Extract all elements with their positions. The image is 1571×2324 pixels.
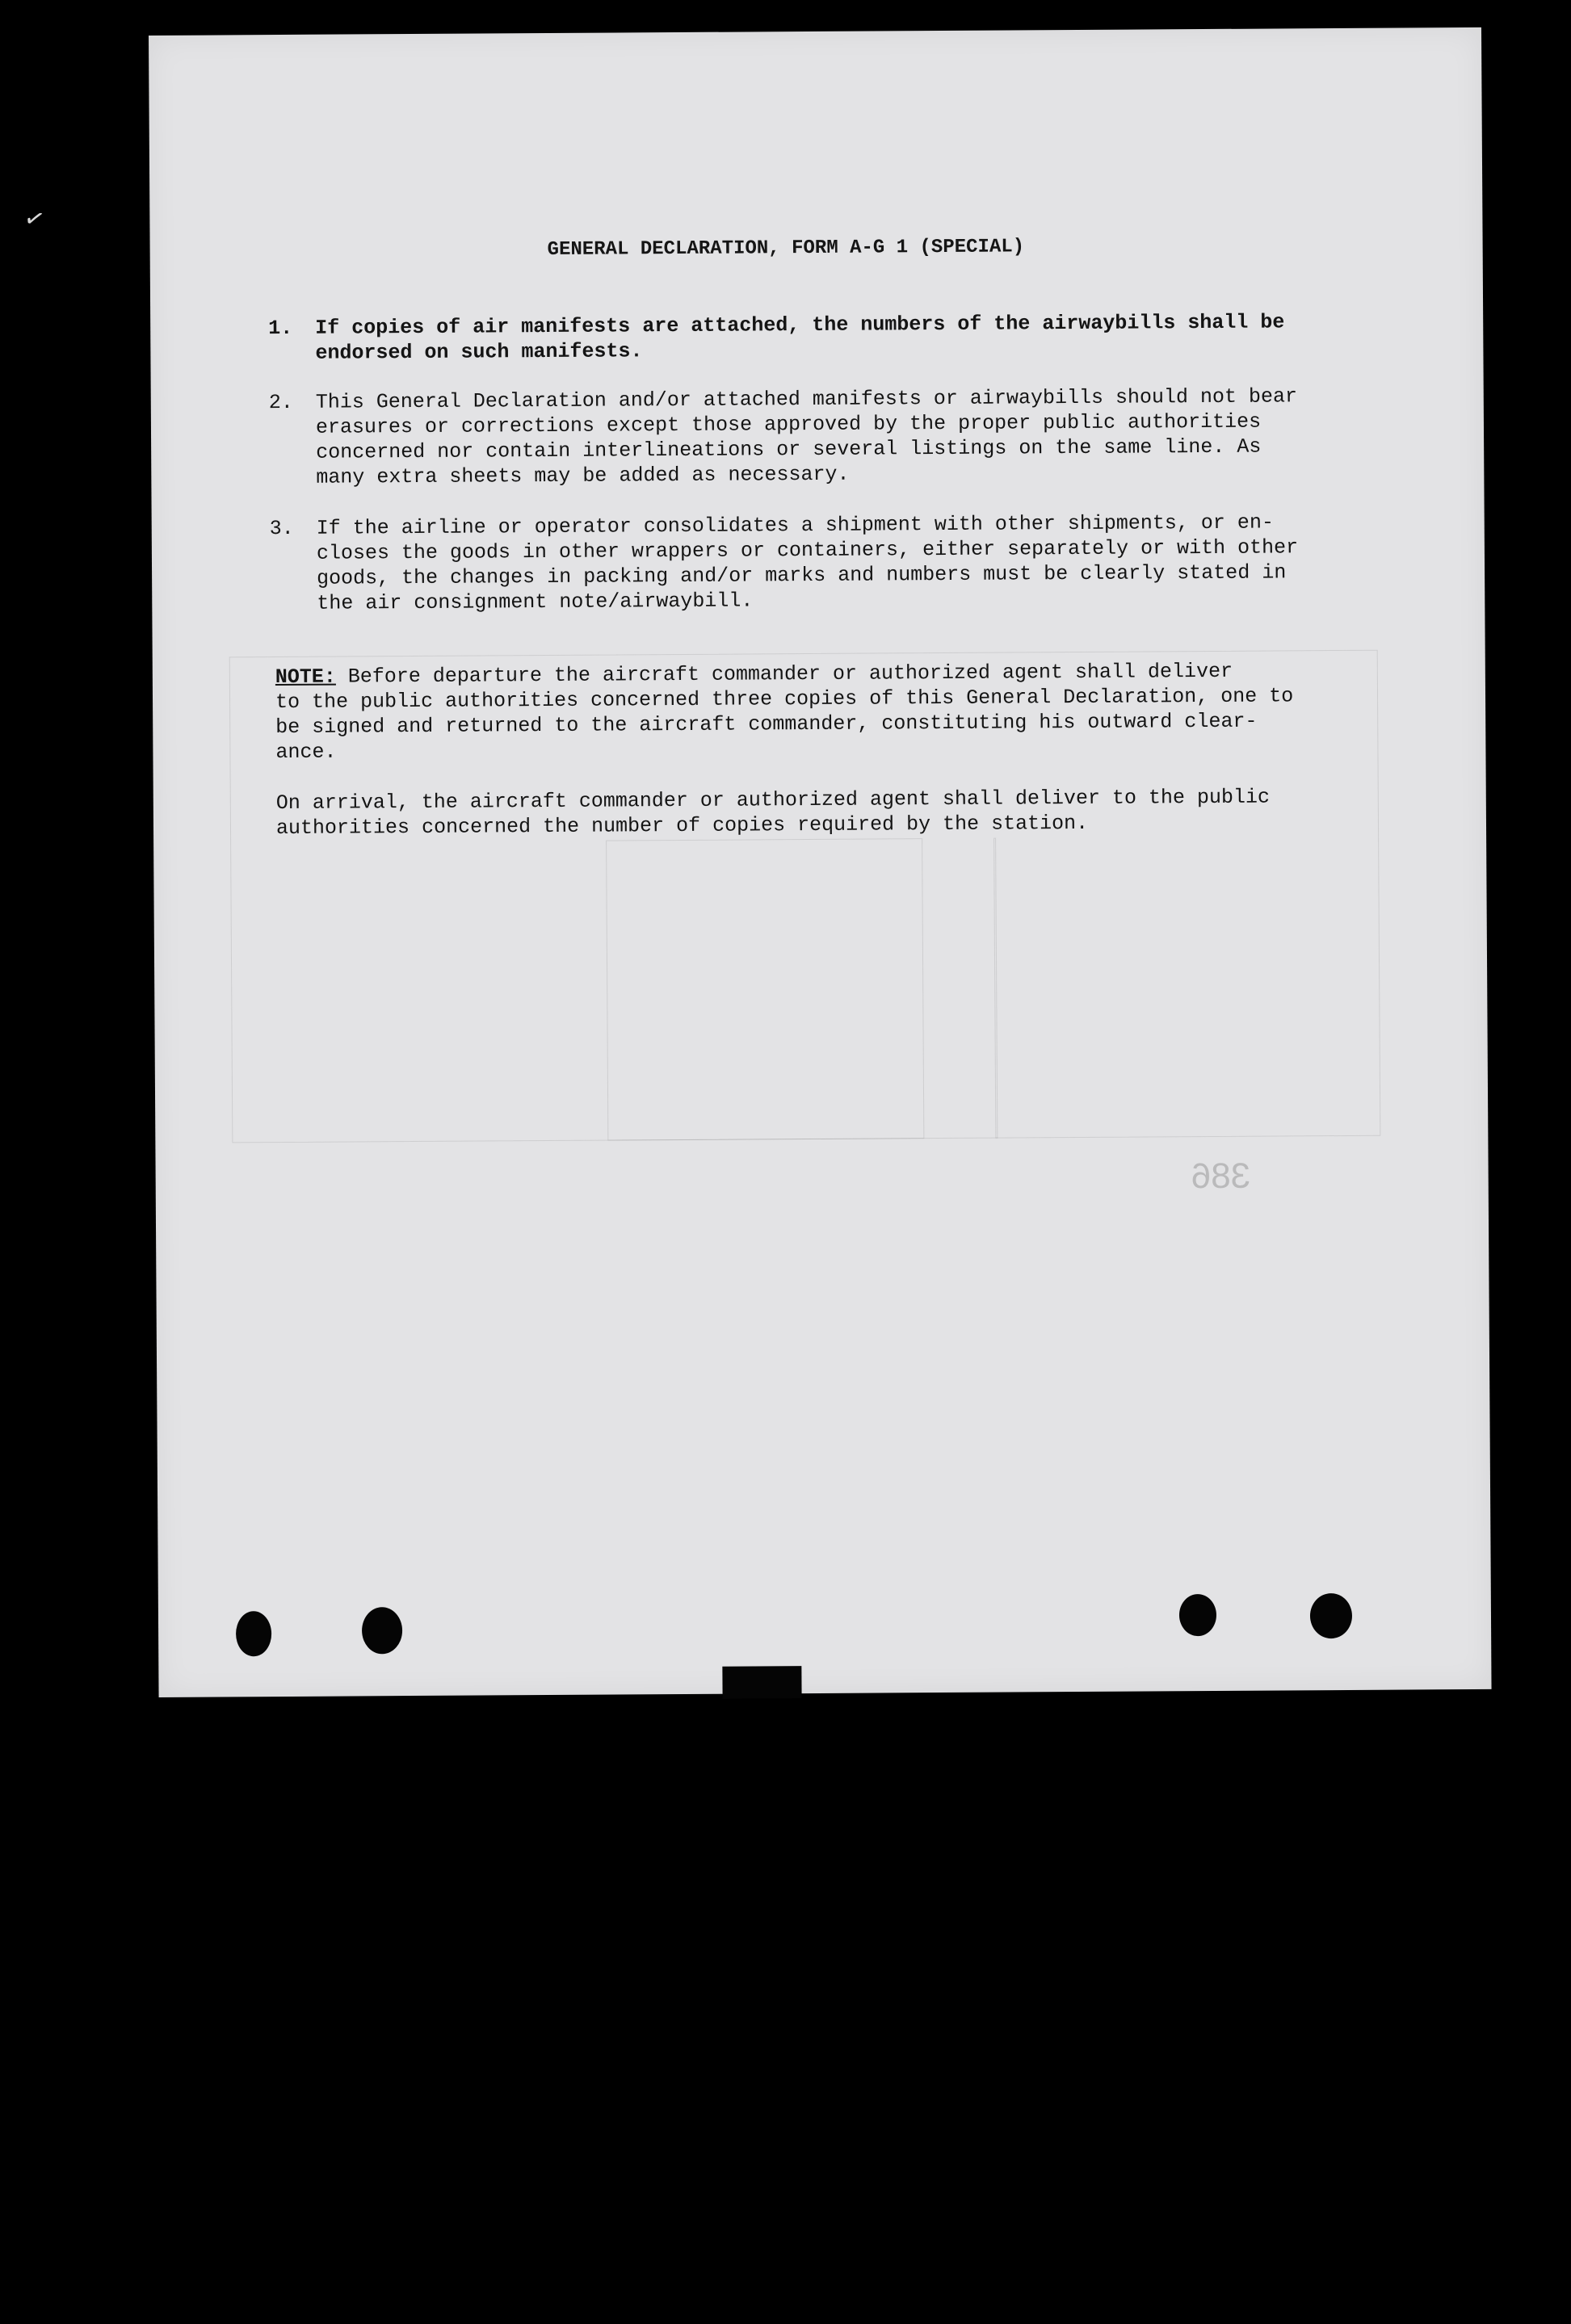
item-text: If the airline or operator consolidates a shipment with other shipments, or en- closes the goods in other wrappers or containers, either separately or with other goods, the changes in packing and/or marks and numbers must be clearly stated in the air consignment note/airwaybill.	[316, 510, 1299, 615]
item-number: 1.	[268, 316, 293, 341]
item-number: 3.	[269, 516, 294, 541]
bleed-through-column	[606, 838, 924, 1140]
item-text: If copies of air manifests are attached, the numbers of the airwaybills shall be endorsed on such manifests.	[315, 310, 1285, 365]
item-text: This General Declaration and/or attached manifests or airwaybills should not bear erasures or corrections except those approved by the proper public authorities concerned nor contain interlineations or several listings on the same line. As many extra sheets may be added as necessary.	[315, 384, 1298, 489]
margin-check-mark: ✓	[20, 203, 48, 236]
list-item	[269, 384, 1368, 490]
list-item	[270, 510, 1369, 616]
punch-hole	[362, 1607, 402, 1654]
binding-clip	[722, 1666, 801, 1699]
note-paragraph	[275, 658, 1375, 765]
punch-hole	[1310, 1593, 1352, 1638]
item-number: 2.	[268, 390, 293, 415]
document-page	[149, 27, 1492, 1697]
note-text: Before departure the aircraft commander or authorized agent shall deliver to the public authorities concerned three copies of this General Declaration, one to be signed and returned to the aircraft commander, constituting his outward clear- ance.	[275, 659, 1294, 765]
punch-hole	[236, 1611, 271, 1656]
list-item	[268, 309, 1367, 366]
stamp-number: 386	[1191, 1156, 1251, 1197]
document-title: GENERAL DECLARATION, FORM A-G 1 (SPECIAL)	[547, 236, 1025, 261]
punch-hole	[1179, 1594, 1216, 1636]
arrival-paragraph: On arrival, the aircraft commander or authorized agent shall deliver to the public authorities concerned the number of copies required by the station.	[275, 785, 1271, 841]
note-label: NOTE:	[275, 665, 336, 690]
